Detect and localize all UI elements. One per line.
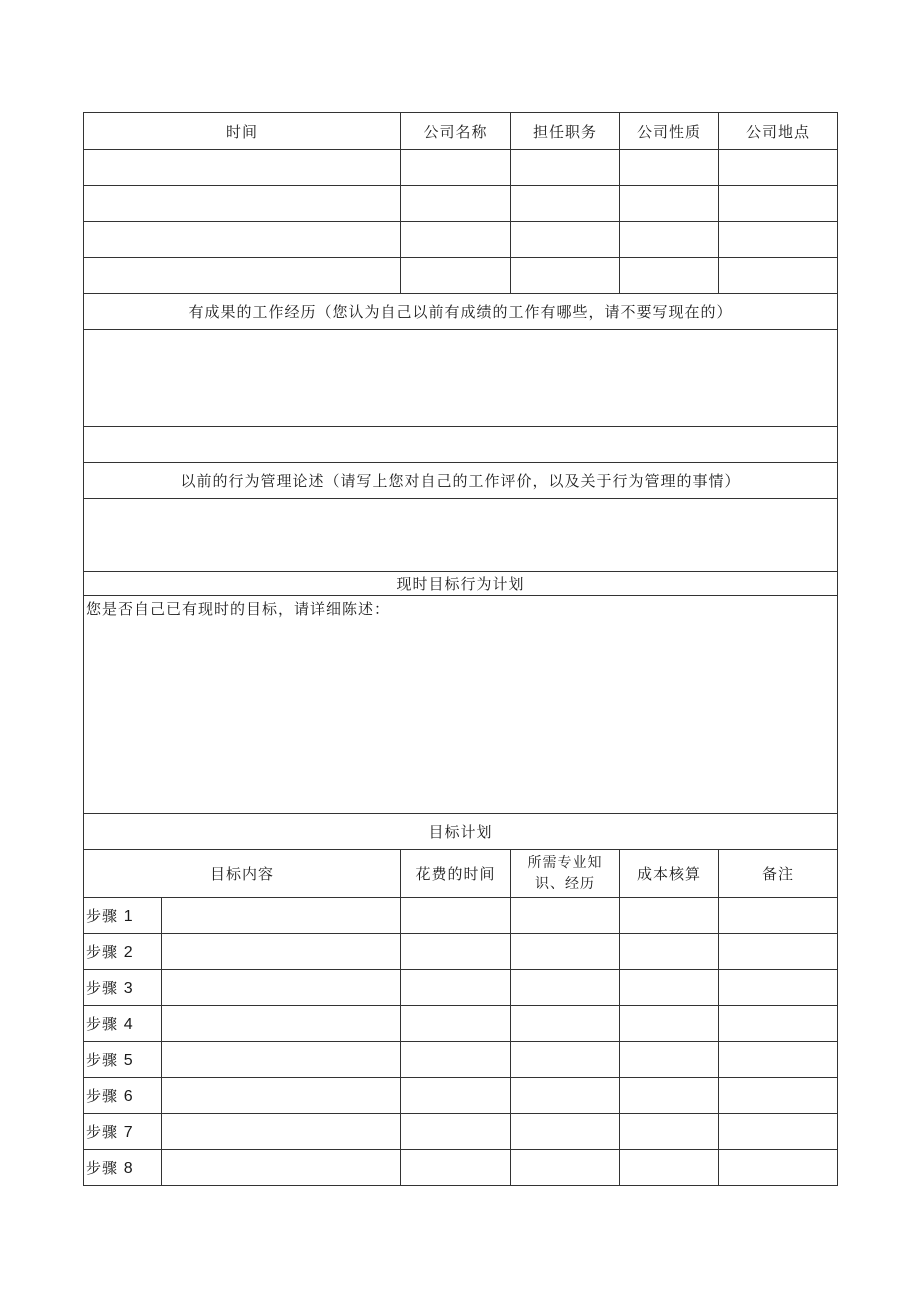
- cost-cell[interactable]: [620, 1150, 719, 1186]
- company-name-cell[interactable]: [401, 222, 511, 258]
- remark-cell[interactable]: [719, 1042, 838, 1078]
- goal-content-cell[interactable]: [162, 1150, 401, 1186]
- position-cell[interactable]: [511, 150, 620, 186]
- time-spent-cell[interactable]: [401, 1006, 511, 1042]
- time-cell[interactable]: [84, 150, 401, 186]
- company-location-cell[interactable]: [719, 258, 838, 294]
- remark-cell[interactable]: [719, 970, 838, 1006]
- position-cell[interactable]: [511, 258, 620, 294]
- cost-cell[interactable]: [620, 898, 719, 934]
- company-name-cell[interactable]: [401, 186, 511, 222]
- header-time: 时间: [84, 113, 401, 150]
- goal-step-row: [84, 934, 838, 970]
- goal-step-row: [84, 1114, 838, 1150]
- goal-content-cell[interactable]: [162, 898, 401, 934]
- step-label-text: 步骤: [86, 979, 119, 997]
- company-location-cell[interactable]: [719, 222, 838, 258]
- header-time-spent: 花费的时间: [401, 850, 511, 898]
- goal-step-row: [84, 898, 838, 934]
- header-company-type: 公司性质: [620, 113, 719, 150]
- step-number: 5: [123, 1052, 134, 1069]
- behavior-review-title: 以前的行为管理论述（请写上您对自己的工作评价，以及关于行为管理的事情）: [84, 463, 838, 499]
- achievements-content[interactable]: [84, 330, 838, 427]
- step-label: [84, 1114, 162, 1150]
- remark-cell[interactable]: [719, 1150, 838, 1186]
- time-spent-cell[interactable]: [401, 934, 511, 970]
- step-label-text: 步骤: [86, 907, 119, 925]
- goal-content-cell[interactable]: [162, 1114, 401, 1150]
- time-spent-cell[interactable]: [401, 1042, 511, 1078]
- time-cell[interactable]: [84, 186, 401, 222]
- goal-plan-title: 目标计划: [84, 814, 838, 850]
- step-number: 7: [123, 1124, 134, 1141]
- step-number: 8: [123, 1160, 134, 1177]
- goal-content-cell[interactable]: [162, 970, 401, 1006]
- company-type-cell[interactable]: [620, 222, 719, 258]
- achievements-extra-line[interactable]: [84, 427, 838, 463]
- knowledge-cell[interactable]: [511, 970, 620, 1006]
- time-spent-cell[interactable]: [401, 1114, 511, 1150]
- knowledge-cell[interactable]: [511, 1006, 620, 1042]
- knowledge-cell[interactable]: [511, 1150, 620, 1186]
- header-remark: 备注: [719, 850, 838, 898]
- career-plan-form: [83, 112, 838, 1186]
- remark-cell[interactable]: [719, 1006, 838, 1042]
- position-cell[interactable]: [511, 186, 620, 222]
- header-company-name: 公司名称: [401, 113, 511, 150]
- company-name-cell[interactable]: [401, 150, 511, 186]
- knowledge-cell[interactable]: [511, 1078, 620, 1114]
- time-spent-cell[interactable]: [401, 970, 511, 1006]
- current-goal-prompt[interactable]: 您是否自己已有现时的目标，请详细陈述：: [84, 596, 838, 814]
- work-history-row: [84, 258, 838, 294]
- knowledge-cell[interactable]: [511, 898, 620, 934]
- goal-content-cell[interactable]: [162, 1078, 401, 1114]
- step-label: [84, 1078, 162, 1114]
- work-history-row: [84, 150, 838, 186]
- cost-cell[interactable]: [620, 934, 719, 970]
- step-label: [84, 934, 162, 970]
- company-type-cell[interactable]: [620, 150, 719, 186]
- time-cell[interactable]: [84, 258, 401, 294]
- step-label-text: 步骤: [86, 1051, 119, 1069]
- current-goal-title: 现时目标行为计划: [84, 572, 838, 596]
- knowledge-cell[interactable]: [511, 934, 620, 970]
- goal-step-row: [84, 1006, 838, 1042]
- goal-step-row: [84, 1078, 838, 1114]
- header-required-knowledge: [511, 850, 620, 898]
- step-number: 1: [123, 908, 134, 925]
- time-cell[interactable]: [84, 222, 401, 258]
- remark-cell[interactable]: [719, 1114, 838, 1150]
- achievements-title: 有成果的工作经历（您认为自己以前有成绩的工作有哪些，请不要写现在的）: [84, 294, 838, 330]
- remark-cell[interactable]: [719, 934, 838, 970]
- company-name-cell[interactable]: [401, 258, 511, 294]
- step-number: 6: [123, 1088, 134, 1105]
- remark-cell[interactable]: [719, 1078, 838, 1114]
- company-location-cell[interactable]: [719, 150, 838, 186]
- time-spent-cell[interactable]: [401, 898, 511, 934]
- work-history-header-row: [84, 113, 838, 150]
- goal-step-row: [84, 1150, 838, 1186]
- step-number: 4: [123, 1016, 134, 1033]
- header-required-knowledge-line2: 识、经历: [535, 875, 596, 892]
- header-required-knowledge-line1: 所需专业知: [527, 854, 603, 871]
- step-label-text: 步骤: [86, 1123, 119, 1141]
- work-history-row: [84, 222, 838, 258]
- step-label: [84, 1150, 162, 1186]
- header-company-location: 公司地点: [719, 113, 838, 150]
- step-label-text: 步骤: [86, 1015, 119, 1033]
- goal-plan-header-row: [84, 850, 838, 898]
- cost-cell[interactable]: [620, 970, 719, 1006]
- step-label-text: 步骤: [86, 943, 119, 961]
- header-goal-content: 目标内容: [84, 850, 401, 898]
- goal-step-row: [84, 970, 838, 1006]
- company-type-cell[interactable]: [620, 186, 719, 222]
- cost-cell[interactable]: [620, 1042, 719, 1078]
- behavior-review-content[interactable]: [84, 499, 838, 572]
- cost-cell[interactable]: [620, 1078, 719, 1114]
- knowledge-cell[interactable]: [511, 1042, 620, 1078]
- step-label: [84, 1006, 162, 1042]
- step-number: 2: [123, 944, 134, 961]
- company-location-cell[interactable]: [719, 186, 838, 222]
- goal-content-cell[interactable]: [162, 1042, 401, 1078]
- knowledge-cell[interactable]: [511, 1114, 620, 1150]
- step-number: 3: [123, 980, 134, 997]
- goal-step-row: [84, 1042, 838, 1078]
- step-label-text: 步骤: [86, 1087, 119, 1105]
- time-spent-cell[interactable]: [401, 1150, 511, 1186]
- step-label-text: 步骤: [86, 1159, 119, 1177]
- cost-cell[interactable]: [620, 1114, 719, 1150]
- step-label: [84, 898, 162, 934]
- cost-cell[interactable]: [620, 1006, 719, 1042]
- header-position: 担任职务: [511, 113, 620, 150]
- time-spent-cell[interactable]: [401, 1078, 511, 1114]
- company-type-cell[interactable]: [620, 258, 719, 294]
- goal-content-cell[interactable]: [162, 934, 401, 970]
- step-label: [84, 1042, 162, 1078]
- header-cost-accounting: 成本核算: [620, 850, 719, 898]
- remark-cell[interactable]: [719, 898, 838, 934]
- step-label: [84, 970, 162, 1006]
- work-history-row: [84, 186, 838, 222]
- goal-content-cell[interactable]: [162, 1006, 401, 1042]
- position-cell[interactable]: [511, 222, 620, 258]
